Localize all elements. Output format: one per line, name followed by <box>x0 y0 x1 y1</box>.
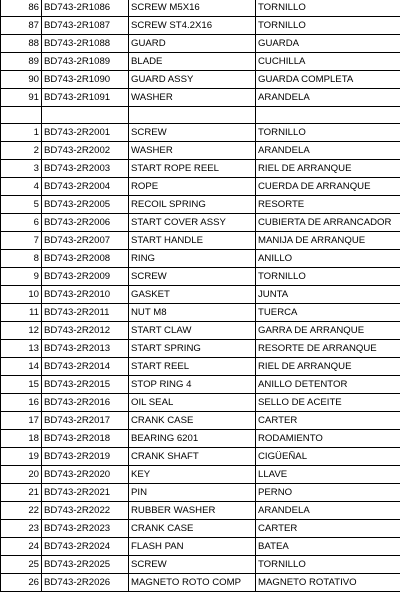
spanish-description-cell: GARRA DE ARRANQUE <box>256 322 400 340</box>
item-number-cell: 23 <box>1 520 42 538</box>
spanish-description-cell: CUBIERTA DE ARRANCADOR <box>256 214 400 232</box>
part-code-cell: BD743-2R2020 <box>42 466 129 484</box>
description-cell: START COVER ASSY <box>129 214 256 232</box>
spanish-description-cell: TUERCA <box>256 304 400 322</box>
item-number-cell: 3 <box>1 160 42 178</box>
item-number-cell: 22 <box>1 502 42 520</box>
table-row <box>1 17 400 35</box>
description-cell: KEY <box>129 466 256 484</box>
description-cell: WASHER <box>129 142 256 160</box>
table-row <box>1 250 400 268</box>
item-number-cell: 89 <box>1 53 42 71</box>
description-cell: START SPRING <box>129 340 256 358</box>
part-code-cell: BD743-2R2018 <box>42 430 129 448</box>
spanish-description-cell: GUARDA COMPLETA <box>256 71 400 89</box>
item-number-cell: 24 <box>1 538 42 556</box>
spanish-description-cell: TORNILLO <box>256 556 400 574</box>
spanish-description-cell <box>256 107 400 124</box>
table-row <box>1 520 400 538</box>
part-code-cell: BD743-2R2016 <box>42 394 129 412</box>
item-number-cell: 10 <box>1 286 42 304</box>
table-row <box>1 412 400 430</box>
description-cell: RUBBER WASHER <box>129 502 256 520</box>
part-code-cell: BD743-2R2008 <box>42 250 129 268</box>
description-cell: MAGNETO ROTO COMP <box>129 574 256 592</box>
part-code-cell: BD743-2R2007 <box>42 232 129 250</box>
part-code-cell: BD743-2R2003 <box>42 160 129 178</box>
part-code-cell: BD743-2R2022 <box>42 502 129 520</box>
spanish-description-cell: RIEL DE ARRANQUE <box>256 160 400 178</box>
table-row <box>1 376 400 394</box>
item-number-cell: 4 <box>1 178 42 196</box>
spanish-description-cell: RESORTE <box>256 196 400 214</box>
item-number-cell: 15 <box>1 376 42 394</box>
part-code-cell: BD743-2R1091 <box>42 89 129 107</box>
item-number-cell: 2 <box>1 142 42 160</box>
description-cell: RING <box>129 250 256 268</box>
spanish-description-cell: CUERDA DE ARRANQUE <box>256 178 400 196</box>
item-number-cell: 91 <box>1 89 42 107</box>
spanish-description-cell: RODAMIENTO <box>256 430 400 448</box>
part-code-cell: BD743-2R2023 <box>42 520 129 538</box>
item-number-cell: 18 <box>1 430 42 448</box>
part-code-cell: BD743-2R2006 <box>42 214 129 232</box>
table-row <box>1 466 400 484</box>
spanish-description-cell: TORNILLO <box>256 17 400 35</box>
item-number-cell: 86 <box>1 0 42 17</box>
spanish-description-cell: SELLO DE ACEITE <box>256 394 400 412</box>
item-number-cell: 11 <box>1 304 42 322</box>
part-code-cell: BD743-2R2009 <box>42 268 129 286</box>
table-row <box>1 35 400 53</box>
item-number-cell: 19 <box>1 448 42 466</box>
description-cell: FLASH PAN <box>129 538 256 556</box>
description-cell: START ROPE REEL <box>129 160 256 178</box>
item-number-cell: 1 <box>1 124 42 142</box>
table-row <box>1 214 400 232</box>
spanish-description-cell: TORNILLO <box>256 124 400 142</box>
description-cell: GASKET <box>129 286 256 304</box>
item-number-cell <box>1 107 42 124</box>
item-number-cell: 17 <box>1 412 42 430</box>
spanish-description-cell: ARANDELA <box>256 142 400 160</box>
part-code-cell: BD743-2R2025 <box>42 556 129 574</box>
description-cell: SCREW <box>129 268 256 286</box>
item-number-cell: 88 <box>1 35 42 53</box>
part-code-cell: BD743-2R2017 <box>42 412 129 430</box>
part-code-cell: BD743-2R1087 <box>42 17 129 35</box>
table-row <box>1 124 400 142</box>
description-cell: BEARING 6201 <box>129 430 256 448</box>
spanish-description-cell: MANIJA DE ARRANQUE <box>256 232 400 250</box>
item-number-cell: 16 <box>1 394 42 412</box>
table-row <box>1 484 400 502</box>
table-row <box>1 160 400 178</box>
table-row <box>1 502 400 520</box>
part-code-cell: BD743-2R1090 <box>42 71 129 89</box>
description-cell: STOP RING 4 <box>129 376 256 394</box>
description-cell: WASHER <box>129 89 256 107</box>
part-code-cell: BD743-2R2013 <box>42 340 129 358</box>
description-cell: ROPE <box>129 178 256 196</box>
item-number-cell: 12 <box>1 322 42 340</box>
spanish-description-cell: MAGNETO ROTATIVO <box>256 574 400 592</box>
table-row <box>1 304 400 322</box>
item-number-cell: 9 <box>1 268 42 286</box>
spanish-description-cell: CUCHILLA <box>256 53 400 71</box>
part-code-cell: BD743-2R2004 <box>42 178 129 196</box>
table-row <box>1 286 400 304</box>
part-code-cell: BD743-2R1089 <box>42 53 129 71</box>
description-cell <box>129 107 256 124</box>
item-number-cell: 21 <box>1 484 42 502</box>
table-row <box>1 358 400 376</box>
spanish-description-cell: CIGÜEÑAL <box>256 448 400 466</box>
part-code-cell: BD743-2R2021 <box>42 484 129 502</box>
table-row <box>1 538 400 556</box>
table-row <box>1 394 400 412</box>
spanish-description-cell: ARANDELA <box>256 89 400 107</box>
description-cell: CRANK SHAFT <box>129 448 256 466</box>
spanish-description-cell: JUNTA <box>256 286 400 304</box>
item-number-cell: 13 <box>1 340 42 358</box>
item-number-cell: 26 <box>1 574 42 592</box>
part-code-cell: BD743-2R2026 <box>42 574 129 592</box>
description-cell: GUARD ASSY <box>129 71 256 89</box>
table-row <box>1 322 400 340</box>
spanish-description-cell: LLAVE <box>256 466 400 484</box>
table-row <box>1 556 400 574</box>
part-code-cell: BD743-2R2024 <box>42 538 129 556</box>
description-cell: SCREW <box>129 124 256 142</box>
table-row <box>1 0 400 17</box>
part-code-cell: BD743-2R2005 <box>42 196 129 214</box>
spanish-description-cell: CARTER <box>256 412 400 430</box>
part-code-cell: BD743-2R2001 <box>42 124 129 142</box>
part-code-cell: BD743-2R2002 <box>42 142 129 160</box>
part-code-cell: BD743-2R1086 <box>42 0 129 17</box>
part-code-cell: BD743-2R2012 <box>42 322 129 340</box>
table-row <box>1 196 400 214</box>
description-cell: START REEL <box>129 358 256 376</box>
spanish-description-cell: ANILLO <box>256 250 400 268</box>
table-row <box>1 268 400 286</box>
table-row <box>1 53 400 71</box>
item-number-cell: 90 <box>1 71 42 89</box>
table-row <box>1 574 400 592</box>
description-cell: OIL SEAL <box>129 394 256 412</box>
item-number-cell: 20 <box>1 466 42 484</box>
spanish-description-cell: PERNO <box>256 484 400 502</box>
table-row <box>1 448 400 466</box>
part-code-cell: BD743-2R2014 <box>42 358 129 376</box>
item-number-cell: 14 <box>1 358 42 376</box>
spanish-description-cell: ARANDELA <box>256 502 400 520</box>
description-cell: SCREW M5X16 <box>129 0 256 17</box>
spanish-description-cell: ANILLO DETENTOR <box>256 376 400 394</box>
spanish-description-cell: GUARDA <box>256 35 400 53</box>
description-cell: CRANK CASE <box>129 520 256 538</box>
table-row <box>1 71 400 89</box>
description-cell: START HANDLE <box>129 232 256 250</box>
item-number-cell: 5 <box>1 196 42 214</box>
table-row <box>1 142 400 160</box>
item-number-cell: 87 <box>1 17 42 35</box>
table-row <box>1 340 400 358</box>
part-code-cell <box>42 107 129 124</box>
item-number-cell: 6 <box>1 214 42 232</box>
table-row <box>1 232 400 250</box>
part-code-cell: BD743-2R2019 <box>42 448 129 466</box>
description-cell: SCREW <box>129 556 256 574</box>
description-cell: PIN <box>129 484 256 502</box>
part-code-cell: BD743-2R1088 <box>42 35 129 53</box>
table-row <box>1 178 400 196</box>
parts-table-body <box>1 0 400 592</box>
description-cell: NUT M8 <box>129 304 256 322</box>
item-number-cell: 7 <box>1 232 42 250</box>
blank-separator-row <box>1 107 400 124</box>
table-row <box>1 430 400 448</box>
spanish-description-cell: BATEA <box>256 538 400 556</box>
part-code-cell: BD743-2R2015 <box>42 376 129 394</box>
description-cell: START CLAW <box>129 322 256 340</box>
part-code-cell: BD743-2R2011 <box>42 304 129 322</box>
table-row <box>1 89 400 107</box>
spanish-description-cell: TORNILLO <box>256 268 400 286</box>
description-cell: BLADE <box>129 53 256 71</box>
description-cell: SCREW ST4.2X16 <box>129 17 256 35</box>
spanish-description-cell: RIEL DE ARRANQUE <box>256 358 400 376</box>
description-cell: GUARD <box>129 35 256 53</box>
spanish-description-cell: CARTER <box>256 520 400 538</box>
spanish-description-cell: TORNILLO <box>256 0 400 17</box>
item-number-cell: 8 <box>1 250 42 268</box>
part-code-cell: BD743-2R2010 <box>42 286 129 304</box>
description-cell: CRANK CASE <box>129 412 256 430</box>
spanish-description-cell: RESORTE DE ARRANQUE <box>256 340 400 358</box>
description-cell: RECOIL SPRING <box>129 196 256 214</box>
item-number-cell: 25 <box>1 556 42 574</box>
